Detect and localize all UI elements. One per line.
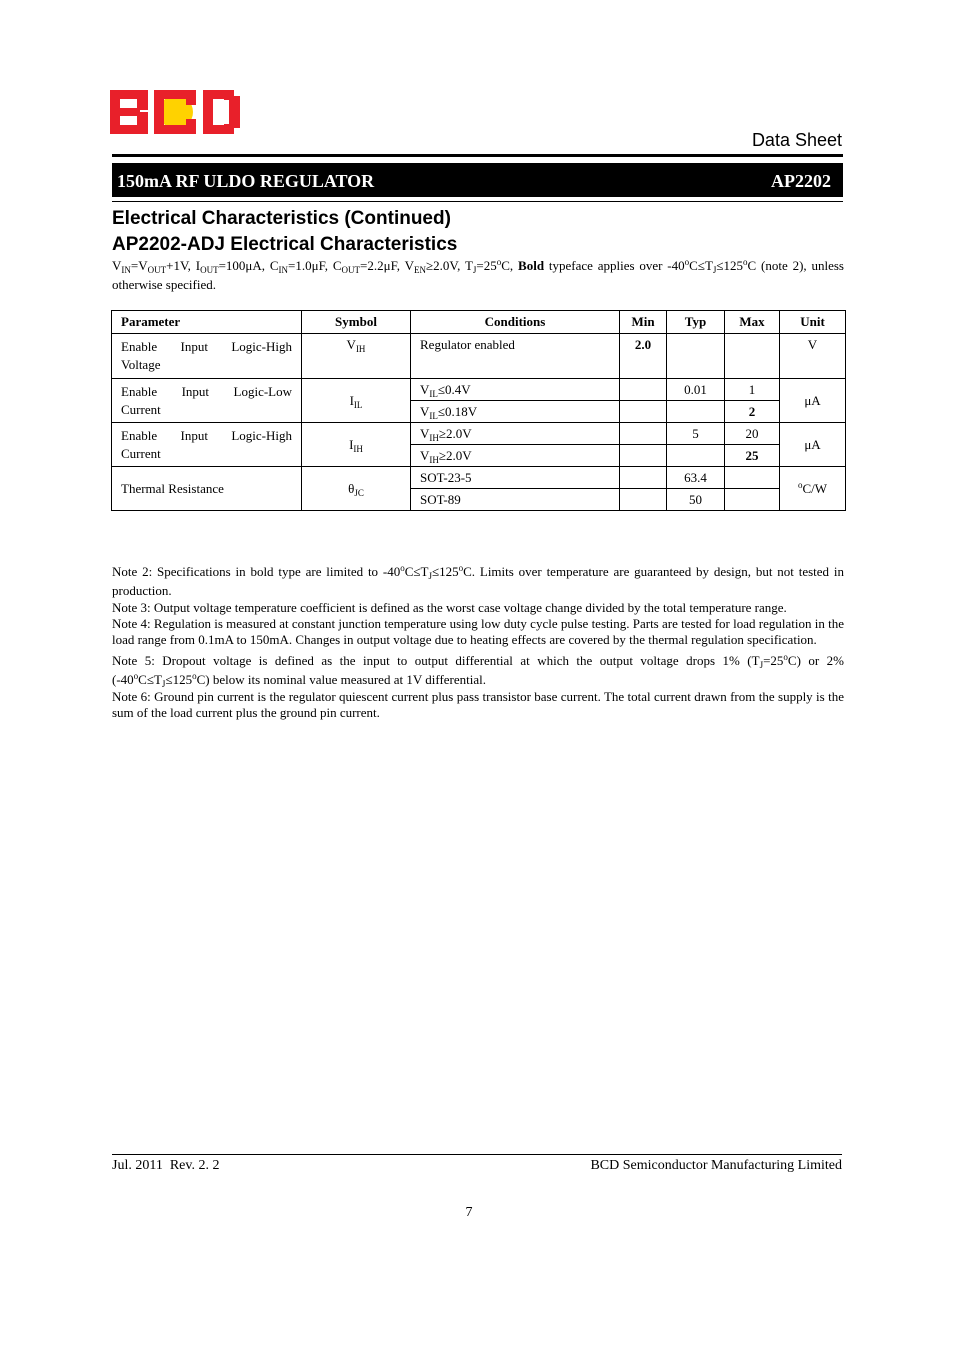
header-rule [112,154,843,157]
min-cell: 2.0 [620,334,667,379]
parameter-cell: Enable Input Logic-High Current [112,423,302,467]
condition-cell: $V_{IL}\le 0.18V$ [411,401,620,423]
condition-cell: SOT-23-5 [411,467,620,489]
condition-cell: $V_{IL}\le 0.4V$ [411,379,620,401]
max-cell [725,467,780,489]
typ-cell: 50 [667,489,725,511]
footer-company: BCD Semiconductor Manufacturing Limited [590,1158,842,1173]
symbol-cell: $I_{IL}$ [302,379,411,423]
column-header: Typ [667,311,725,334]
min-cell [620,379,667,401]
test-conditions: $V_{IN}=V_{OUT}+1V$, $I_{OUT}=100\mu A$, $C_{IN}=1.0\mu F$, $C_{OUT}=2.2\mu F$, $V_{EN}\ge 2.0V$, $T_J=25^oC$, Bold typeface applies over $-40^oC\le T_J\le 125^oC$ (note 2), unless otherwise specified. [112,257,844,292]
note-6: Note 6: Ground pin current is the regulator quiescent current plus pass transistor base current. The total current drawn from the supply is the sum of the load current plus the ground pin current. [112,689,844,720]
notes-section [112,562,844,721]
parameter-cell: Enable Input Logic-High Voltage [112,334,302,379]
column-header: Parameter [112,311,302,334]
max-cell: 1 [725,379,780,401]
min-cell [620,423,667,445]
max-cell: 25 [725,445,780,467]
table-row [112,334,846,379]
typ-cell: 0.01 [667,379,725,401]
parameter-cell: Enable Input Logic-Low Current [112,379,302,423]
column-header: Min [620,311,667,334]
condition-cell: SOT-89 [411,489,620,511]
table-row [112,379,846,401]
note-2: Note 2: Specifications in bold type are limited to $-40^oC\le T_J\le 125^oC$. Limits over temperature are guaranteed by design, but not tested in production. [112,563,844,598]
column-header: Symbol [302,311,411,334]
condition-cell: $V_{IH}\ge 2.0V$ [411,445,620,467]
symbol-cell: $V_{IH}$ [302,334,411,379]
min-cell [620,489,667,511]
subsection-heading: AP2202-ADJ Electrical Characteristics [112,234,458,255]
parameter-cell: Thermal Resistance [112,467,302,511]
max-cell: 2 [725,401,780,423]
unit-cell: μA [780,379,846,423]
note-5: Note 5: Dropout voltage is defined as the input to output differential at which the output voltage drops 1% $(T_J=25^oC)$ or 2% $(-40^oC\le T_J\le 125^oC)$ below its nominal value measured at 1V differential. [112,652,844,689]
table-row [112,423,846,445]
symbol-cell: $\theta_{JC}$ [302,467,411,511]
footer-rule [112,1154,842,1155]
max-cell [725,489,780,511]
condition-cell: Regulator enabled [411,334,620,379]
unit-cell: μA [780,423,846,467]
typ-cell: 5 [667,423,725,445]
part-number: AP2202 [771,171,831,191]
document-type-label: Data Sheet [751,130,842,150]
bcd-logo [110,88,242,136]
min-cell [620,445,667,467]
typ-cell: 63.4 [667,467,725,489]
note-4: Note 4: Regulation is measured at constant junction temperature using low duty cycle pulse testing. Parts are tested for load regulation in the load range from 0.1mA to 150mA. Changes in output voltage due to heating effects are covered by the thermal regulation specification. [112,616,844,647]
typ-cell [667,334,725,379]
table-row [112,467,846,489]
title-bar [112,163,843,197]
title-rule [112,201,843,202]
electrical-characteristics-table [111,310,846,511]
column-header: Unit [780,311,846,334]
document-title: 150mA RF ULDO REGULATOR [117,171,375,191]
condition-cell: $V_{IH}\ge 2.0V$ [411,423,620,445]
page-number: 7 [465,1205,473,1220]
note-3: Note 3: Output voltage temperature coefficient is defined as the worst case voltage change divided by the total temperature range. [112,600,787,615]
max-cell [725,334,780,379]
max-cell: 20 [725,423,780,445]
min-cell [620,401,667,423]
typ-cell [667,445,725,467]
section-heading: Electrical Characteristics (Continued) [112,208,451,229]
unit-cell: $^o$C/W [780,467,846,511]
table-header-row [112,311,846,334]
unit-cell: V [780,334,846,379]
column-header: Max [725,311,780,334]
column-header: Conditions [411,311,620,334]
symbol-cell: $I_{IH}$ [302,423,411,467]
min-cell [620,467,667,489]
typ-cell [667,401,725,423]
footer-date-revision: Jul. 2011 Rev. 2. 2 [112,1158,220,1173]
